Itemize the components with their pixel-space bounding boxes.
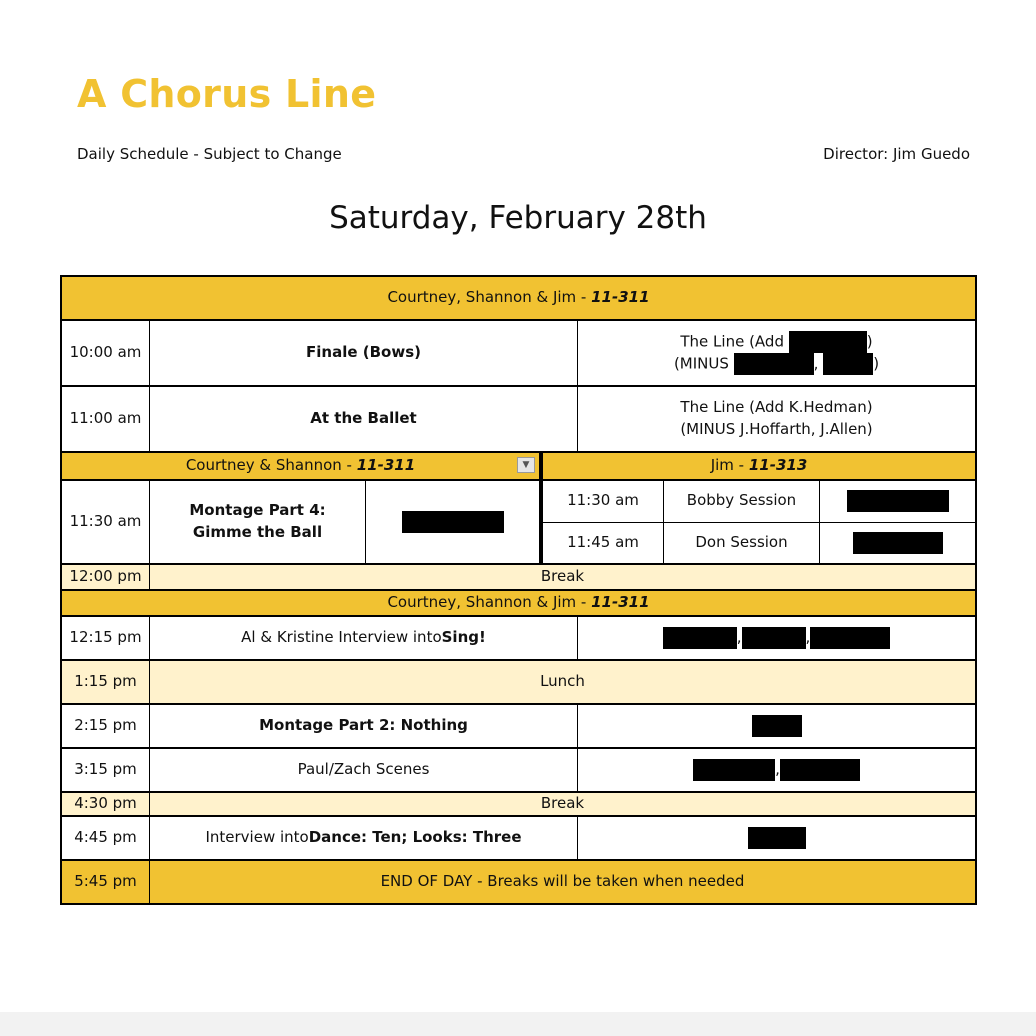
row-time: 11:00 am xyxy=(62,387,150,451)
row-time: 12:15 pm xyxy=(62,617,150,659)
sub-row xyxy=(543,481,975,522)
row-time: 3:15 pm xyxy=(62,749,150,791)
room-number: 11-311 xyxy=(591,288,650,307)
redacted-name xyxy=(742,627,806,649)
row-cast xyxy=(578,705,975,747)
redacted-name xyxy=(823,353,873,375)
row-cast: The Line (Add ) (MINUS , ) xyxy=(578,321,975,385)
table-row xyxy=(60,793,977,817)
row-cast xyxy=(578,817,975,859)
redacted-name xyxy=(780,759,860,781)
table-row xyxy=(60,749,977,793)
room-number: 11-311 xyxy=(591,593,650,612)
redacted-name xyxy=(853,532,943,554)
row-cast: , , xyxy=(578,617,975,659)
table-row xyxy=(60,481,977,565)
row-lunch: Lunch xyxy=(150,661,975,703)
block-header-text: Courtney, Shannon & Jim - 11-311 xyxy=(62,591,975,615)
sub-row-cast xyxy=(820,481,975,522)
redacted-name xyxy=(810,627,890,649)
split-left-group xyxy=(62,481,543,563)
table-row xyxy=(60,861,977,905)
page-title: A Chorus Line xyxy=(77,72,377,116)
room-number: 11-313 xyxy=(748,456,808,475)
redacted-name xyxy=(748,827,806,849)
sub-row-time: 11:30 am xyxy=(543,481,664,522)
row-time: 5:45 pm xyxy=(62,861,150,903)
row-cast: , xyxy=(578,749,975,791)
bottom-strip xyxy=(0,1012,1036,1036)
row-time: 4:45 pm xyxy=(62,817,150,859)
row-time: 4:30 pm xyxy=(62,793,150,815)
split-header-right: Jim - 11-313 xyxy=(543,453,975,479)
split-header xyxy=(60,453,977,481)
block-header xyxy=(60,275,977,321)
row-activity: Montage Part 2: Nothing xyxy=(150,705,578,747)
redacted-name xyxy=(752,715,802,737)
row-activity: Interview into Dance: Ten; Looks: Three xyxy=(150,817,578,859)
redacted-name xyxy=(402,511,504,533)
table-row xyxy=(60,661,977,705)
block-header-text: Courtney, Shannon & Jim - 11-311 xyxy=(62,277,975,319)
row-cast: The Line (Add K.Hedman) (MINUS J.Hoffarth, J.Allen) xyxy=(680,398,873,438)
table-row xyxy=(60,321,977,387)
sub-row-session: Don Session xyxy=(664,523,820,564)
schedule-table xyxy=(60,275,977,905)
table-row xyxy=(60,617,977,661)
block-header xyxy=(60,591,977,617)
row-time: 12:00 pm xyxy=(62,565,150,589)
row-break: Break xyxy=(150,565,975,589)
row-cast xyxy=(366,481,539,563)
row-activity: Finale (Bows) xyxy=(150,321,578,385)
table-row xyxy=(60,705,977,749)
director-credit: Director: Jim Guedo xyxy=(823,145,970,163)
row-end-of-day: END OF DAY - Breaks will be taken when needed xyxy=(380,872,745,891)
row-activity: Al & Kristine Interview into Sing! xyxy=(150,617,578,659)
table-row xyxy=(60,565,977,591)
split-header-left: Courtney & Shannon - 11-311 xyxy=(62,453,543,479)
sub-row-time: 11:45 am xyxy=(543,523,664,564)
row-time: 2:15 pm xyxy=(62,705,150,747)
split-right-group xyxy=(543,481,975,563)
dropdown-arrow-icon[interactable]: ▼ xyxy=(517,457,535,473)
row-time: 11:30 am xyxy=(62,481,150,563)
redacted-name xyxy=(789,331,867,353)
sub-row xyxy=(543,522,975,564)
sub-row-cast xyxy=(820,523,975,564)
sub-row-session: Bobby Session xyxy=(664,481,820,522)
row-time: 1:15 pm xyxy=(62,661,150,703)
table-row xyxy=(60,817,977,861)
table-row xyxy=(60,387,977,453)
row-activity: Paul/Zach Scenes xyxy=(150,749,578,791)
row-activity: Montage Part 4: Gimme the Ball xyxy=(150,481,366,563)
redacted-name xyxy=(847,490,949,512)
page-subtitle: Daily Schedule - Subject to Change xyxy=(77,145,342,163)
redacted-name xyxy=(693,759,775,781)
schedule-date: Saturday, February 28th xyxy=(329,200,707,236)
row-time: 10:00 am xyxy=(62,321,150,385)
redacted-name xyxy=(734,353,814,375)
redacted-name xyxy=(663,627,737,649)
row-activity: At the Ballet xyxy=(150,387,578,451)
room-number: 11-311 xyxy=(356,456,416,475)
row-break: Break xyxy=(150,793,975,815)
